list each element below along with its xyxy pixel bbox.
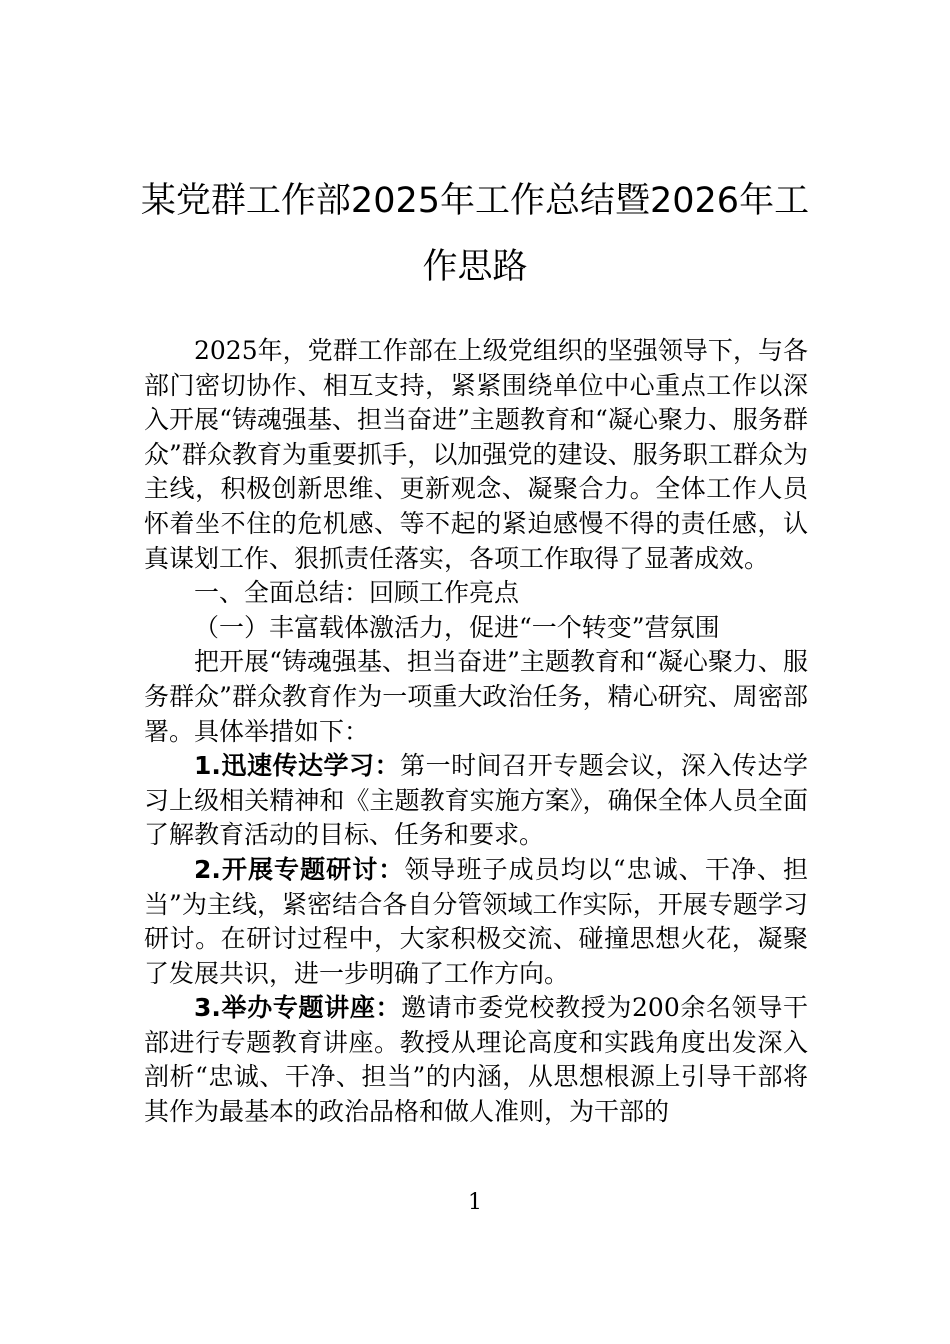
measure-item-3 [144,991,808,1129]
section-heading-summary: 一、全面总结：回顾工作亮点 [194,578,520,608]
measure-item-3-lead: 3.举办专题讲座： [194,993,402,1023]
intro-paragraph: 2025年，党群工作部在上级党组织的坚强领导下，与各部门密切协作、相互支持，紧紧围绕单位中心重点工作以深入开展“铸魂强基、担当奋进”主题教育和“凝心聚力、服务群众”群众教育为重要抓手，以加强党的建设、服务职工群众为主线，积极创新思维、更新观念、凝聚合力。全体工作人员怀着坐不住的危机感、等不起的紧迫感慢不得的责任感，认真谋划工作、狠抓责任落实，各项工作取得了显著成效。 [144,336,808,573]
page-number: 1 [468,1190,482,1215]
measure-item-1-lead: 1.迅速传达学习： [194,751,401,781]
subsection-heading-carrier: （一）丰富载体激活力，促进“一个转变”营氛围 [194,612,720,642]
document-body [144,334,808,1130]
subsection-intro-paragraph: 把开展“铸魂强基、担当奋进”主题教育和“凝心聚力、服务群众”群众教育作为一项重大政治任务，精心研究、周密部署。具体举措如下： [144,647,808,746]
measure-item-2 [144,853,808,991]
document-title: 某党群工作部2025年工作总结暨2026年工作思路 [140,181,810,287]
measure-item-1 [144,749,808,853]
measure-item-2-lead: 2.开展专题研讨： [194,854,405,884]
measure-item-2-text: 领导班子成员均以“忠诚、干净、担当”为主线，紧密结合各自分管领域工作实际，开展专题学习研讨。在研讨过程中，大家积极交流、碰撞思想火花，凝聚了发展共识，进一步明确了工作方向。 [144,854,808,988]
measure-item-1-text: 第一时间召开专题会议，深入传达学习上级相关精神和《主题教育实施方案》，确保全体人员全面了解教育活动的目标、任务和要求。 [144,751,808,850]
measure-item-3-text: 邀请市委党校教授为200余名领导干部进行专题教育讲座。教授从理论高度和实践角度出发深入剖析“忠诚、干净、担当”的内涵，从思想根源上引导干部将其作为最基本的政治品格和做人准则，为干部的 [144,993,808,1127]
